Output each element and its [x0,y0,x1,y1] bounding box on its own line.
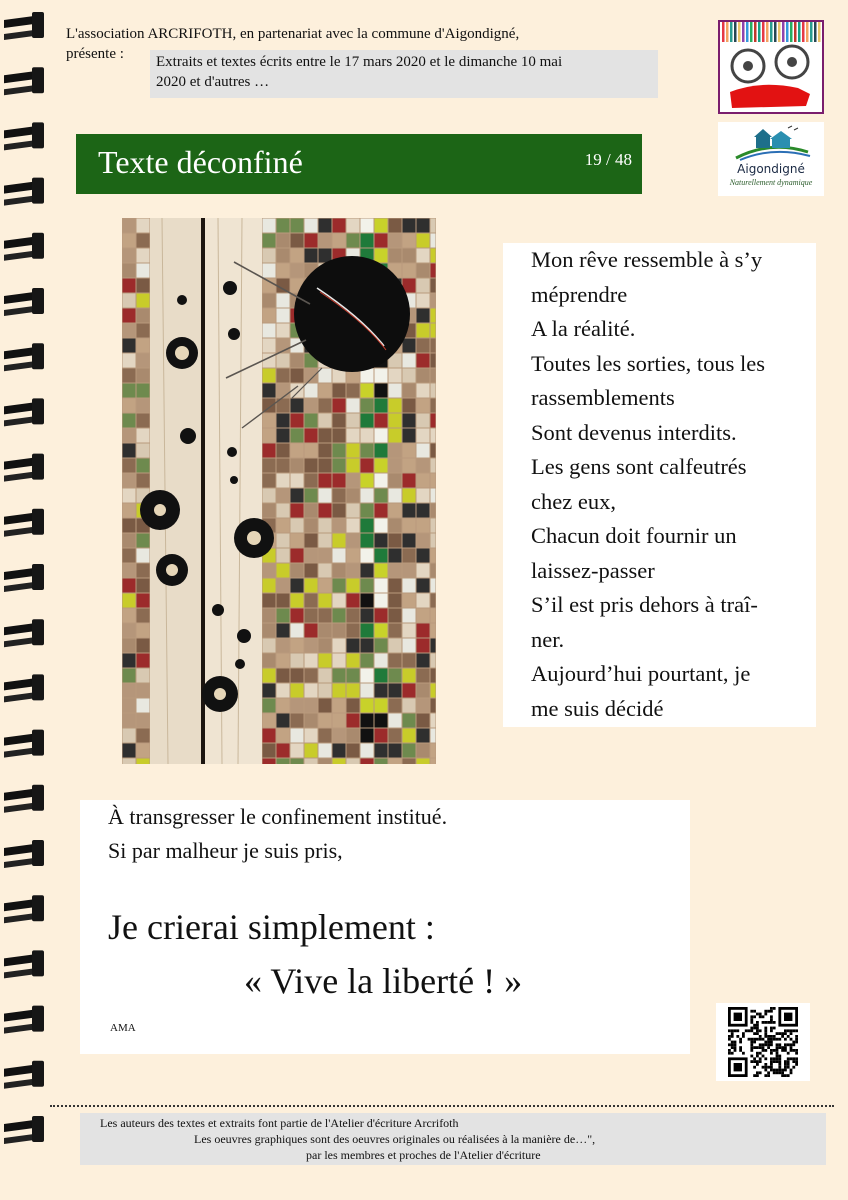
poem-line: laissez-passer [531,557,655,583]
artwork-image [122,218,436,764]
poem-line: Aujourd’hui pourtant, je [531,661,751,686]
spiral-ring-icon [4,233,44,261]
spiral-ring-icon [4,674,44,702]
aigondigne-slogan: Naturellement dynamique [729,178,813,187]
period-line-2: 2020 et d'autres … [156,74,270,90]
poem-line: rassemblements [531,385,675,410]
period-box [150,50,658,98]
aigondigne-name: Aigondigné [737,162,805,176]
poem-line: Toutes les sorties, tous les [531,350,766,376]
poem-line: Mon rêve ressemble à s’y [531,247,763,272]
closing-line-2: Si par malheur je suis pris, [108,838,343,863]
intro-line-2: présente : [66,46,124,62]
closing-line-3: Je crierai simplement : [108,907,435,947]
aigondigne-logo [718,122,824,196]
intro-line-1: L'association ARCRIFOTH, en partenariat avec la commune d'Aigondigné, [66,26,520,42]
spiral-ring-icon [4,1116,44,1144]
poem-text-box [503,243,816,727]
film-reels-logo [720,22,822,112]
spiral-ring-icon [4,67,44,95]
closing-line-1: À transgresser le confinement institué. [108,804,448,829]
spiral-ring-icon [4,454,44,482]
poem-line: Sont devenus interdits. [531,419,737,445]
spiral-ring-icon [4,840,44,868]
footer-line-2: Les oeuvres graphiques sont des oeuvres originales ou réalisées à la manière de…", [194,1132,596,1146]
poem-line: S’il est pris dehors à traî- [531,592,758,617]
poem-line: méprendre [531,281,628,307]
spiral-ring-icon [4,619,44,647]
poem-line: me suis décidé [531,695,664,721]
spiral-ring-icon [4,895,44,923]
spiral-ring-icon [4,122,44,150]
spiral-binding-icon [0,0,52,1200]
period-line-1: Extraits et textes écrits entre le 17 mars 2020 et le dimanche 10 mai [156,54,563,70]
spiral-ring-icon [4,785,44,813]
closing-line-4: « Vive la liberté ! » [244,961,523,1001]
spiral-ring-icon [4,1006,44,1034]
title-bar [76,134,642,194]
spiral-ring-icon [4,288,44,316]
poem-line: Les gens sont calfeutrés [531,454,747,479]
spiral-ring-icon [4,178,44,206]
spiral-ring-icon [4,398,44,426]
page-number: 19 / 48 [584,150,632,169]
house-skyline-logo [718,122,824,162]
footer-line-1: Les auteurs des textes et extraits font partie de l'Atelier d'écriture Arcrifoth [100,1116,459,1130]
spiral-ring-icon [4,950,44,978]
poem-line: A la réalité. [531,316,636,341]
page-title: Texte déconfiné [98,144,303,180]
spiral-ring-icon [4,509,44,537]
qr-code-icon [716,1003,810,1081]
closing-text-box [80,800,690,1054]
spiral-ring-icon [4,12,44,40]
footer-line-3: par les membres et proches de l'Atelier d'écriture [306,1148,541,1162]
author-signature: AMA [110,1022,136,1034]
poem-line: ner. [531,626,565,652]
divider [50,1095,834,1107]
spiral-ring-icon [4,730,44,758]
spiral-ring-icon [4,1061,44,1089]
spiral-ring-icon [4,564,44,592]
poem-line: chez eux, [531,488,616,514]
footer [80,1113,826,1165]
spiral-ring-icon [4,343,44,371]
poem-line: Chacun doit fournir un [531,523,737,548]
arcrifoth-logo [718,20,824,114]
